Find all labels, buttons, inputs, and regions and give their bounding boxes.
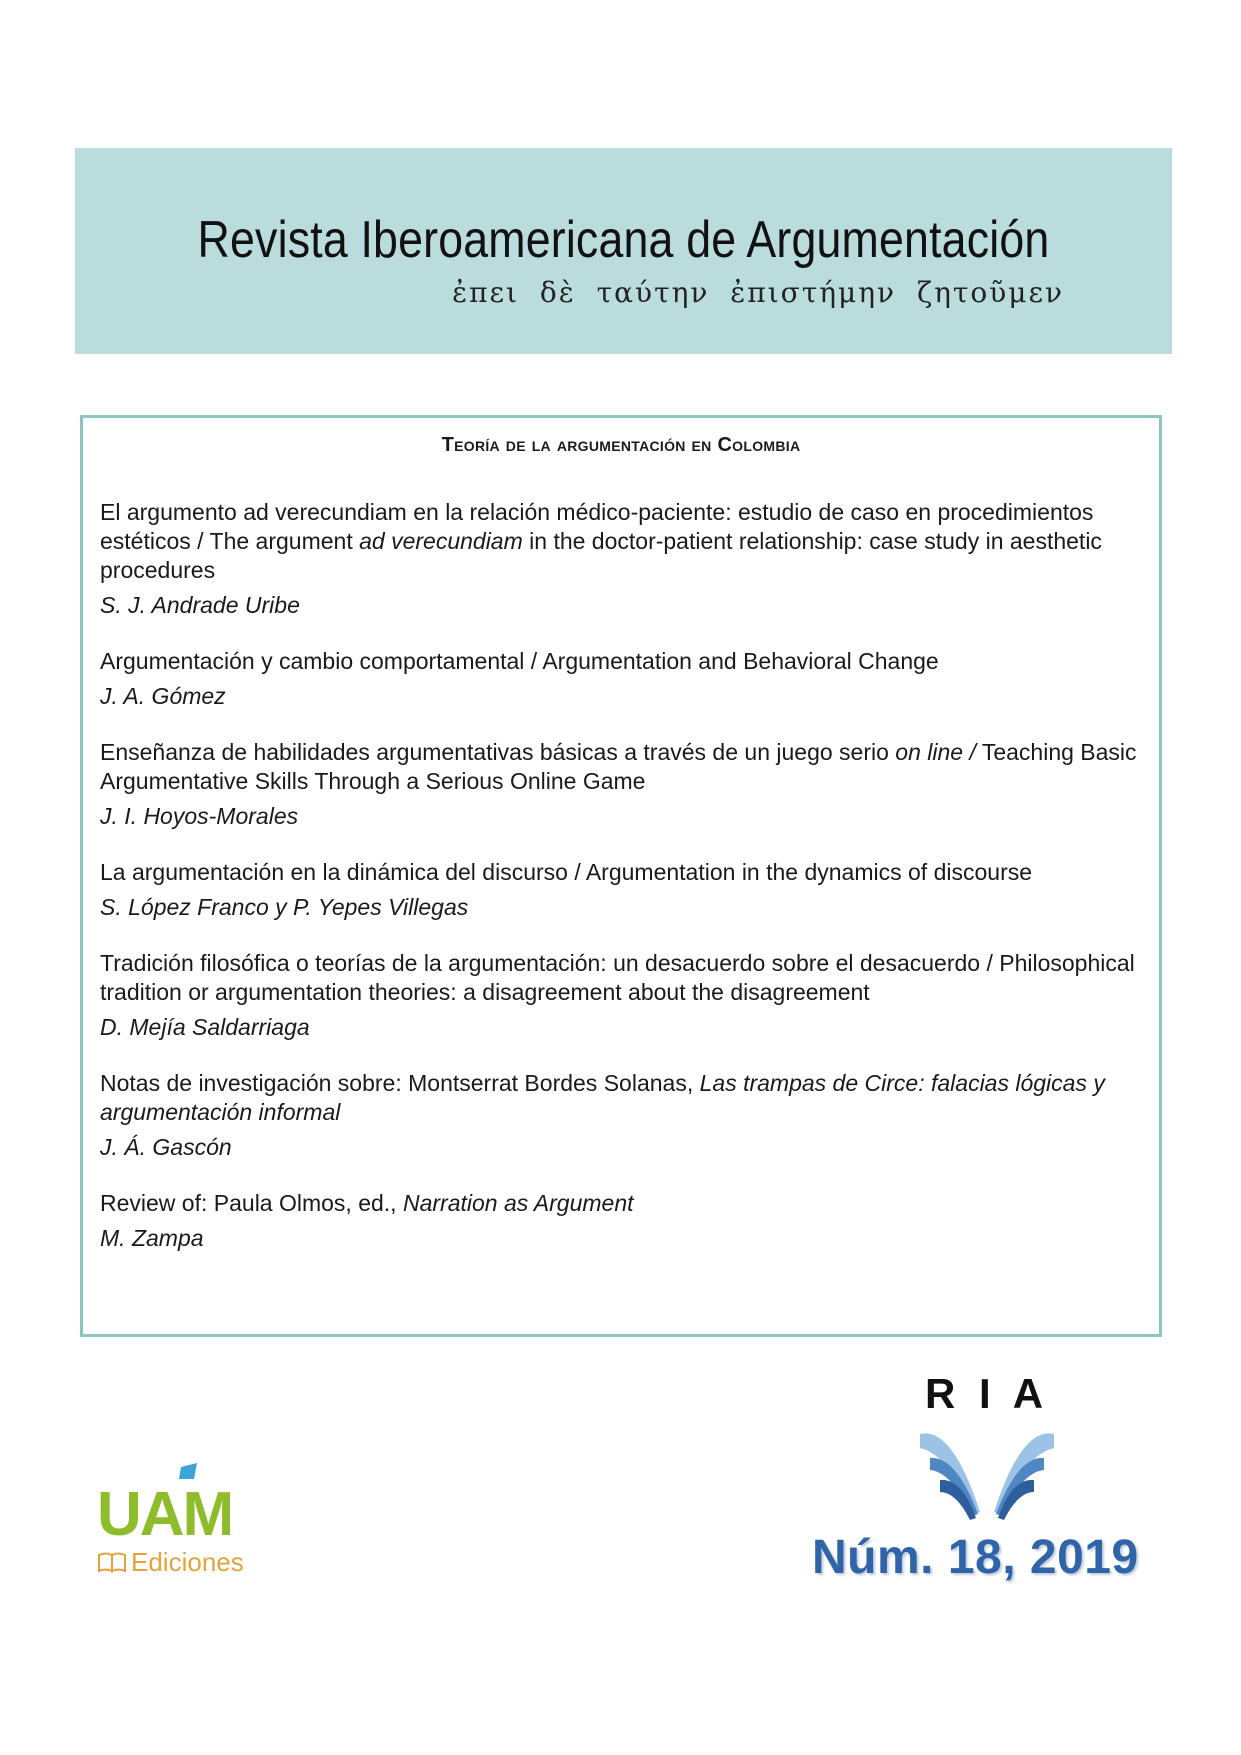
article-author: J. A. Gómez (100, 683, 226, 709)
uam-wordmark: UAM (97, 1480, 233, 1549)
journal-header-band (75, 148, 1172, 354)
ria-letters: R I A (924, 1370, 1050, 1417)
article-title: Enseñanza de habilidades argumentativas básicas a través de un juego serio on line / Teaching Basic Argumentative Skills Through a Serious Online Game (100, 739, 1137, 794)
article-author: M. Zampa (100, 1225, 204, 1251)
article-title: El argumento ad verecundiam en la relación médico-paciente: estudio de caso en procedimientos estéticos / The argument ad verecundiam in the doctor-patient relationship: case study in aesthetic procedures (100, 499, 1102, 583)
article-author: S. López Franco y P. Yepes Villegas (100, 894, 469, 920)
contents-heading: Teoría de la argumentación en Colombia (441, 434, 801, 456)
uam-ediciones-logo (97, 1455, 272, 1575)
ria-logo (912, 1362, 1062, 1532)
article-entry (100, 647, 1140, 711)
article-title: Review of: Paula Olmos, ed., Narration as Argument (100, 1190, 634, 1216)
article-author: D. Mejía Saldarriaga (100, 1014, 310, 1040)
article-title: Notas de investigación sobre: Montserrat Bordes Solanas, Las trampas de Circe: falacias lógicas y argumentación informal (100, 1070, 1105, 1125)
journal-title: Revista Iberoamericana de Argumentación (197, 211, 1050, 269)
article-entry (100, 949, 1140, 1042)
open-book-icon (920, 1433, 1054, 1520)
article-title: La argumentación en la dinámica del discurso / Argumentation in the dynamics of discourse (100, 859, 1033, 885)
article-title: Tradición filosófica o teorías de la argumentación: un desacuerdo sobre el desacuerdo / Philosophical tradition or argumentation theories: a disagreement about the disagreement (100, 950, 1135, 1005)
book-icon (99, 1554, 125, 1572)
article-list (100, 498, 1140, 1280)
article-entry (100, 498, 1140, 620)
article-entry (100, 738, 1140, 831)
article-entry (100, 1069, 1140, 1162)
article-title: Argumentación y cambio comportamental / Argumentation and Behavioral Change (100, 648, 939, 674)
table-of-contents (80, 415, 1162, 1337)
article-entry (100, 858, 1140, 922)
article-author: J. I. Hoyos-Morales (100, 803, 299, 829)
uam-subtitle: Ediciones (131, 1547, 244, 1575)
uam-accent-mark (179, 1463, 197, 1479)
article-entry (100, 1189, 1140, 1253)
journal-motto: ἐπει δὲ ταύτην ἐπιστήμην ζητοῦμεν (452, 276, 1064, 309)
article-author: J. Á. Gascón (100, 1134, 232, 1160)
article-author: S. J. Andrade Uribe (100, 592, 300, 618)
issue-number: Núm. 18, 2019 (812, 1531, 1139, 1584)
